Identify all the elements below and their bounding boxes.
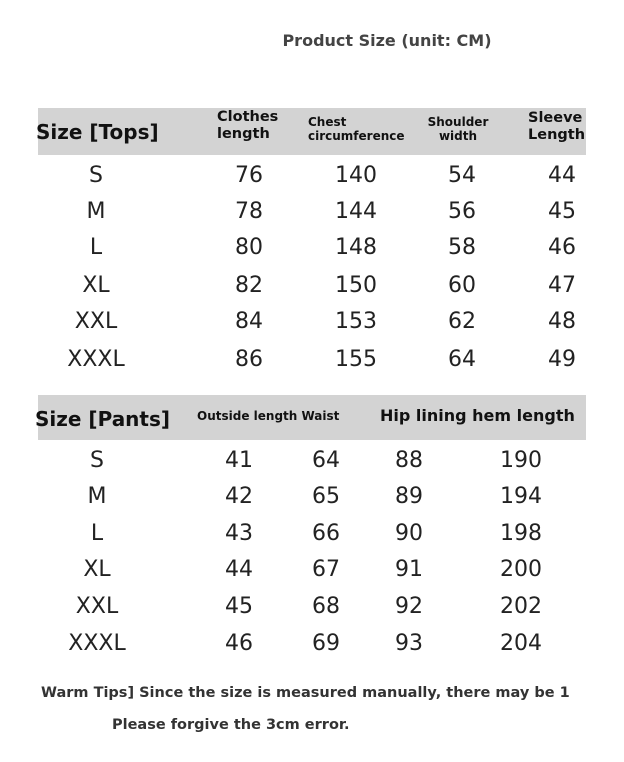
shoulder-cell: 54 [448,163,476,188]
table-row [0,626,624,662]
shoulder-cell: 56 [448,199,476,224]
chest-cell: 144 [335,199,377,224]
shoulder-cell: 64 [448,347,476,372]
size-cell: M [87,484,107,509]
table-row [0,589,624,625]
sleeve-cell: 44 [548,163,576,188]
size-cell: XXXL [67,347,125,372]
sleeve-cell: 48 [548,309,576,334]
tops-header-shoulder-width: Shoulder width [427,115,489,143]
chest-cell: 150 [335,273,377,298]
waist-cell: 69 [312,631,340,656]
clothes-length-cell: 86 [235,347,263,372]
sleeve-cell: 46 [548,235,576,260]
table-row [0,443,624,479]
warm-tips-line-2: Please forgive the 3cm error. [112,717,350,733]
outside-length-cell: 46 [225,631,253,656]
clothes-length-cell: 84 [235,309,263,334]
size-cell: S [89,163,103,188]
hem-length-cell: 194 [500,484,542,509]
hip-cell: 92 [395,594,423,619]
size-cell: XXL [74,309,118,334]
page-title: Product Size (unit: CM) [282,31,492,50]
outside-length-cell: 45 [225,594,253,619]
size-cell: XL [83,557,111,582]
table-row [0,230,624,266]
tops-header-chest-circumference: Chest circumference [308,115,405,143]
pants-header-outside-length-waist: Outside length Waist [197,409,340,423]
hem-length-cell: 204 [500,631,542,656]
warm-tips-line-1: Warm Tips] Since the size is measured manually, there may be 1 [41,685,570,701]
shoulder-cell: 62 [448,309,476,334]
waist-cell: 64 [312,448,340,473]
hem-length-cell: 198 [500,521,542,546]
table-row [0,194,624,230]
outside-length-cell: 43 [225,521,253,546]
table-row [0,479,624,515]
chest-cell: 148 [335,235,377,260]
table-row [0,552,624,588]
chest-cell: 153 [335,309,377,334]
table-row [0,158,624,194]
hip-cell: 90 [395,521,423,546]
table-row [0,268,624,304]
outside-length-cell: 44 [225,557,253,582]
sleeve-cell: 45 [548,199,576,224]
sleeve-cell: 49 [548,347,576,372]
waist-cell: 67 [312,557,340,582]
hem-length-cell: 202 [500,594,542,619]
shoulder-cell: 58 [448,235,476,260]
table-row [0,304,624,340]
size-cell: L [90,521,104,546]
size-cell: M [86,199,106,224]
sleeve-cell: 47 [548,273,576,298]
waist-cell: 66 [312,521,340,546]
size-cell: XXL [75,594,119,619]
clothes-length-cell: 80 [235,235,263,260]
pants-header-hip-lining-hem-length: Hip lining hem length [380,406,575,425]
waist-cell: 65 [312,484,340,509]
outside-length-cell: 41 [225,448,253,473]
clothes-length-cell: 82 [235,273,263,298]
clothes-length-cell: 78 [235,199,263,224]
tops-header-sleeve-length: Sleeve Length [528,110,586,143]
hip-cell: 91 [395,557,423,582]
waist-cell: 68 [312,594,340,619]
table-row [0,516,624,552]
tops-header-clothes-length: Clothes length [217,109,279,142]
chest-cell: 140 [335,163,377,188]
chest-cell: 155 [335,347,377,372]
hip-cell: 93 [395,631,423,656]
size-cell: XXXL [68,631,126,656]
tops-size-label: Size [Tops] [36,120,159,144]
clothes-length-cell: 76 [235,163,263,188]
pants-size-label: Size [Pants] [35,407,171,431]
shoulder-cell: 60 [448,273,476,298]
hip-cell: 89 [395,484,423,509]
hip-cell: 88 [395,448,423,473]
size-cell: L [89,235,103,260]
size-cell: S [90,448,104,473]
size-cell: XL [82,273,110,298]
outside-length-cell: 42 [225,484,253,509]
table-row [0,342,624,378]
hem-length-cell: 190 [500,448,542,473]
hem-length-cell: 200 [500,557,542,582]
